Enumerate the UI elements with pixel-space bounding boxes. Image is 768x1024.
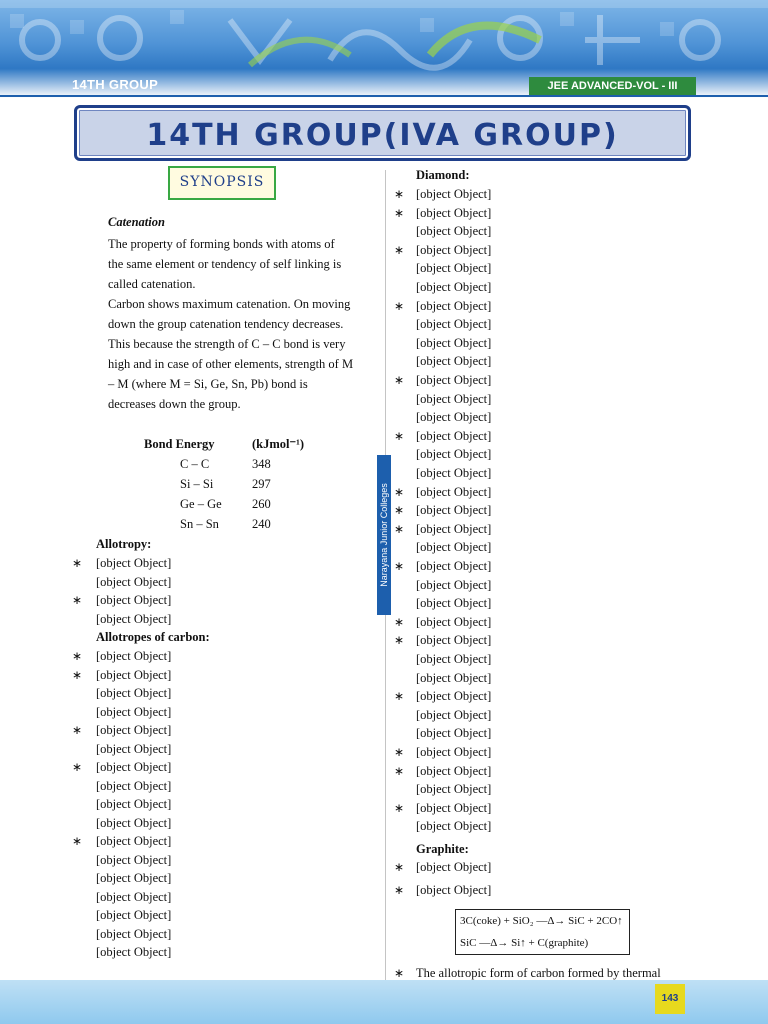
bond-energy-value: 240 <box>252 517 271 531</box>
footer-band <box>0 980 768 1024</box>
text-line: [object Object] <box>416 614 492 629</box>
text-line: down the group catenation tendency decreases. <box>108 317 344 331</box>
bullet-icon: ∗ <box>394 763 405 778</box>
text-line: [object Object] <box>96 926 172 941</box>
bullet-icon: ∗ <box>394 559 405 573</box>
text-line: decreases down the group. <box>108 397 241 411</box>
text-line: [object Object] <box>416 298 492 313</box>
text-line: [object Object] <box>416 391 492 406</box>
volume-badge: JEE ADVANCED-VOL - III <box>529 77 696 95</box>
text-line: [object Object] <box>416 540 492 555</box>
bullet-icon: ∗ <box>72 760 83 774</box>
text-line: [object Object] <box>416 763 492 778</box>
text-line: [object Object] <box>416 428 492 443</box>
equation-line: 3C(coke) + SiO₂ —Δ→ SiC + 2CO↑ <box>460 915 623 927</box>
bond-name: Sn – Sn <box>180 517 219 531</box>
text-line: [object Object] <box>96 815 172 830</box>
text-line: [object Object] <box>96 649 172 663</box>
text-line: [object Object] <box>96 889 172 904</box>
bullet-icon: ∗ <box>394 860 405 874</box>
bullet-icon: ∗ <box>394 205 405 220</box>
bond-name: Ge – Ge <box>180 497 222 511</box>
bond-energy-value: 297 <box>252 477 271 491</box>
text-line: [object Object] <box>416 410 492 425</box>
bullet-icon: ∗ <box>72 834 83 848</box>
synopsis-label: SYNOPSIS <box>168 166 276 200</box>
text-line: [object Object] <box>96 908 172 922</box>
text-line: [object Object] <box>416 883 492 897</box>
bullet-icon: ∗ <box>394 373 405 387</box>
text-line: [object Object] <box>96 741 172 756</box>
text-line: [object Object] <box>416 577 492 592</box>
bullet-icon: ∗ <box>72 723 83 737</box>
text-line: [object Object] <box>96 778 172 793</box>
bond-name: C – C <box>180 457 210 471</box>
bullet-icon: ∗ <box>394 428 405 443</box>
text-line: [object Object] <box>416 466 492 480</box>
text-line: [object Object] <box>416 521 492 536</box>
bullet-icon: ∗ <box>394 800 405 815</box>
bullet-icon: ∗ <box>394 503 405 518</box>
text-line: called catenation. <box>108 277 196 291</box>
text-line: The property of forming bonds with atoms of <box>108 237 335 251</box>
equation-box <box>455 909 630 955</box>
bond-name: Si – Si <box>180 477 214 491</box>
text-line: [object Object] <box>416 800 492 815</box>
text-line: the same element or tendency of self linking is <box>108 257 342 271</box>
text-line: [object Object] <box>416 689 492 704</box>
bullet-icon: ∗ <box>394 745 405 759</box>
bond-energy-unit: (kJmol⁻¹) <box>252 437 305 451</box>
text-line: – M (where M = Si, Ge, Sn, Pb) bond is <box>108 377 308 391</box>
bullet-icon: ∗ <box>394 187 405 201</box>
bullet-icon: ∗ <box>394 966 405 980</box>
bullet-icon: ∗ <box>394 614 405 629</box>
text-line: [object Object] <box>416 335 492 350</box>
text-line: [object Object] <box>416 670 492 685</box>
chapter-title: 14TH GROUP(IVA GROUP) <box>146 118 619 153</box>
side-tab-label: Narayana Junior Colleges <box>379 483 389 587</box>
text-line: [object Object] <box>96 704 172 719</box>
bond-energy-value: 348 <box>252 457 271 471</box>
bullet-icon: ∗ <box>394 521 405 536</box>
graphite-heading: Graphite: <box>416 842 469 856</box>
page-number: 143 <box>655 984 685 1014</box>
text-line: [object Object] <box>96 593 172 607</box>
text-line: [object Object] <box>416 726 492 741</box>
text-line: [object Object] <box>416 596 492 611</box>
bullet-icon: ∗ <box>394 689 405 704</box>
text-line: [object Object] <box>416 187 492 201</box>
chapter-title-box <box>74 105 691 161</box>
text-line: [object Object] <box>96 556 172 570</box>
text-line: [object Object] <box>416 819 492 834</box>
text-line: [object Object] <box>416 447 492 462</box>
text-line: [object Object] <box>416 559 492 573</box>
bullet-icon: ∗ <box>72 556 83 570</box>
text-line: [object Object] <box>416 745 492 759</box>
bullet-icon: ∗ <box>72 649 83 663</box>
text-line: [object Object] <box>96 574 172 589</box>
equation-line: SiC —Δ→ Si↑ + C(graphite) <box>460 937 589 949</box>
bond-energy-heading: Bond Energy <box>144 437 215 451</box>
text-line: [object Object] <box>416 224 492 239</box>
text-line: [object Object] <box>416 503 492 518</box>
bond-energy-value: 260 <box>252 497 271 511</box>
text-line: [object Object] <box>96 852 172 867</box>
text-line: [object Object] <box>416 707 492 722</box>
bullet-icon: ∗ <box>394 633 405 648</box>
text-line: [object Object] <box>416 205 492 220</box>
text-line: [object Object] <box>96 871 172 885</box>
allotropes-heading: Allotropes of carbon: <box>96 630 210 644</box>
text-line: [object Object] <box>416 860 492 874</box>
text-line: [object Object] <box>416 261 492 276</box>
text-line: [object Object] <box>416 633 492 648</box>
text-line: [object Object] <box>96 667 172 682</box>
text-line: [object Object] <box>96 686 172 700</box>
bullet-icon: ∗ <box>72 593 83 607</box>
text-line: [object Object] <box>416 317 492 332</box>
text-line: Carbon shows maximum catenation. On moving <box>108 297 351 311</box>
text-line: [object Object] <box>416 373 492 387</box>
bullet-icon: ∗ <box>72 667 83 682</box>
bullet-icon: ∗ <box>394 484 405 499</box>
side-tab <box>377 455 391 615</box>
text-line: [object Object] <box>96 834 172 848</box>
bullet-icon: ∗ <box>394 242 405 257</box>
text-line: [object Object] <box>416 782 492 797</box>
bullet-icon: ∗ <box>394 298 405 313</box>
allotropy-heading: Allotropy: <box>96 537 152 551</box>
bullet-icon: ∗ <box>394 883 405 897</box>
text-line: [object Object] <box>96 945 172 959</box>
text-line: high and in case of other elements, strength of M <box>108 357 354 371</box>
chapter-group-label: 14TH GROUP <box>72 77 159 92</box>
diamond-heading: Diamond: <box>416 168 470 182</box>
text-line: [object Object] <box>96 797 172 811</box>
text-line: [object Object] <box>416 280 492 294</box>
text-line: [object Object] <box>416 242 492 257</box>
text-line: [object Object] <box>416 652 492 666</box>
right-last-line: The allotropic form of carbon formed by thermal <box>416 966 661 980</box>
catenation-heading: Catenation <box>108 215 165 229</box>
text-line: [object Object] <box>416 354 492 369</box>
text-line: This because the strength of C – C bond is very <box>108 337 346 351</box>
text-line: [object Object] <box>416 484 492 499</box>
text-line: [object Object] <box>96 760 172 774</box>
text-line: [object Object] <box>96 611 172 626</box>
text-line: [object Object] <box>96 723 172 737</box>
